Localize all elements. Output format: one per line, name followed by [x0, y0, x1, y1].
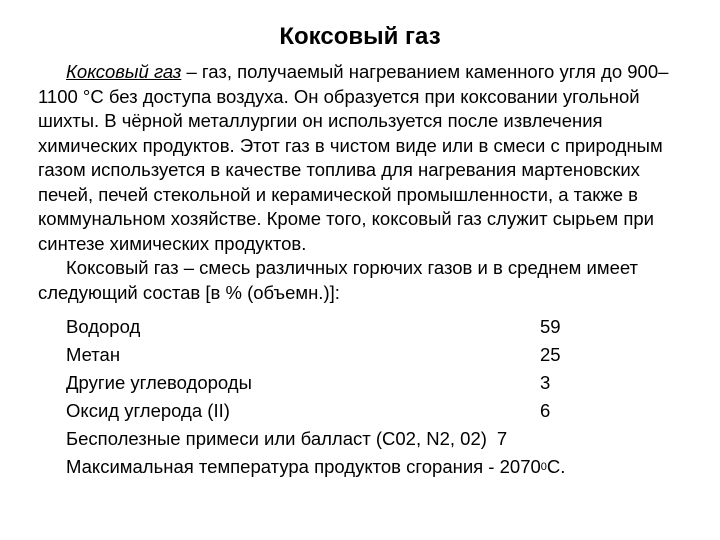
component-value: 25: [540, 343, 561, 365]
definition-paragraph: [38, 60, 678, 256]
composition-row: [38, 341, 678, 369]
component-name: Бесполезные примеси или балласт (С02, N2, 02): [66, 427, 487, 449]
slide-body: [38, 60, 678, 481]
composition-intro: Коксовый газ – смесь различных горючих газов и в среднем имеет следующий состав [в % (объемн.)]:: [38, 257, 639, 303]
composition-row: [38, 397, 678, 425]
composition-row: [38, 313, 678, 341]
component-value: 59: [540, 315, 561, 337]
composition-row: [38, 369, 678, 397]
component-name: Другие углеводороды: [66, 371, 252, 393]
max-temperature-line: [38, 453, 678, 481]
composition-row: [38, 425, 678, 453]
slide-title: Коксовый газ: [279, 23, 441, 50]
temperature-unit: С.: [546, 455, 566, 477]
component-value: 7: [496, 427, 508, 449]
temperature-text: Максимальная температура продуктов сгорания - 2070: [66, 455, 541, 477]
component-name: Водород: [66, 315, 141, 337]
component-value: 3: [540, 371, 551, 393]
degree-superscript: 0: [540, 460, 547, 473]
component-name: Метан: [66, 343, 121, 365]
component-name: Оксид углерода (II): [66, 399, 230, 421]
component-value: 6: [540, 399, 551, 421]
definition-text: – газ, получаемый нагреванием каменного угля до 900–1100 °С без доступа воздуха. Он образуется при коксовании угольной шихты. В чёрной металлургии он используется после извлечения химических продуктов. Этот газ в чистом виде или в смеси с природным газом используется в качестве топлива для нагревания мартеновских печей, печей стекольной и керамической промышленности, а также в коммунальном хозяйстве. Кроме того, коксовый газ служит сырьем при синтезе химических продуктов.: [38, 61, 669, 254]
term-coke-gas: Коксовый газ: [66, 61, 182, 82]
